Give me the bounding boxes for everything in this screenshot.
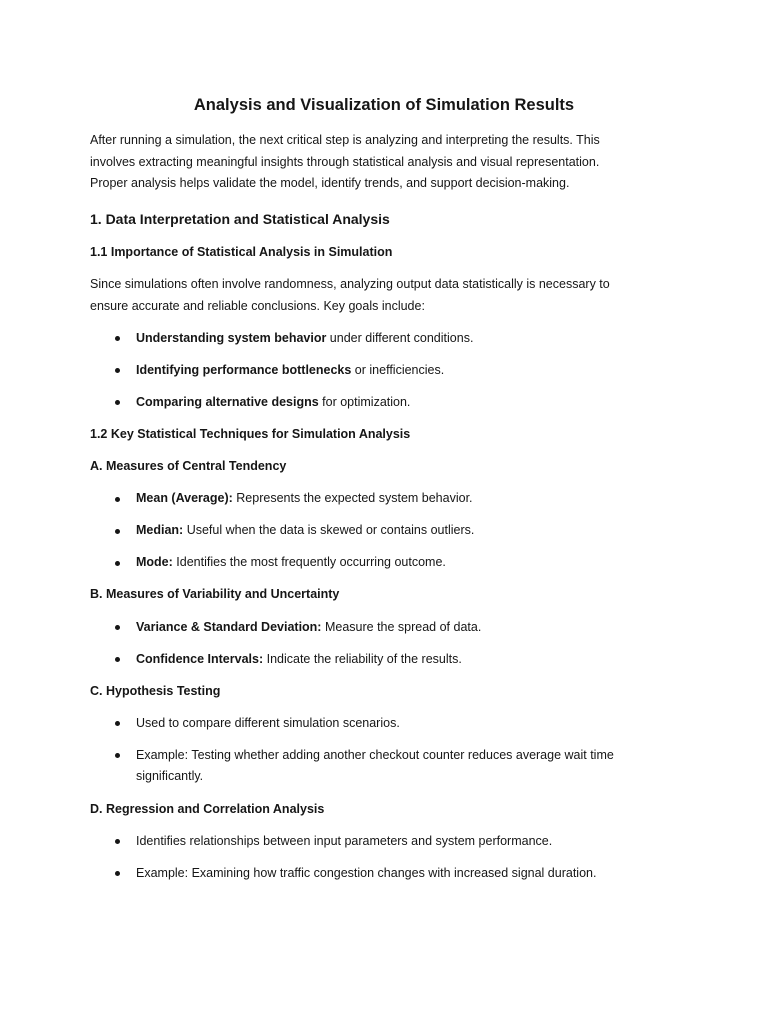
bullet-icon: [115, 839, 120, 844]
bullet-icon: [115, 657, 120, 662]
bullet-icon: [115, 561, 120, 566]
list-item-term: Variance & Standard Deviation:: [136, 619, 322, 634]
key-goals-list: [90, 328, 678, 414]
list-item-text: Measure the spread of data.: [321, 619, 482, 634]
list-item: [90, 360, 678, 382]
list-item-term: Confidence Intervals:: [136, 651, 264, 666]
paragraph-line: Proper analysis helps validate the model, identify trends, and support decision-making.: [90, 176, 570, 190]
list-item: [90, 520, 678, 542]
list-item: [90, 649, 678, 671]
bullet-icon: [115, 336, 120, 341]
group-heading-hypothesis-testing: C. Hypothesis Testing: [90, 683, 221, 698]
subsection-heading: 1.2 Key Statistical Techniques for Simulation Analysis: [90, 426, 411, 441]
list-item-text: under different conditions.: [326, 330, 474, 345]
paragraph-line: After running a simulation, the next critical step is analyzing and interpreting the results. This: [90, 133, 600, 147]
subsection-paragraph: [90, 274, 678, 317]
bullet-icon: [115, 871, 120, 876]
bullet-icon: [115, 497, 120, 502]
hypothesis-testing-list: [90, 713, 678, 788]
intro-paragraph: [90, 130, 678, 195]
bullet-icon: [115, 721, 120, 726]
section-heading: 1. Data Interpretation and Statistical Analysis: [90, 211, 390, 227]
list-item-text: or inefficiencies.: [351, 362, 445, 377]
group-heading-central-tendency: A. Measures of Central Tendency: [90, 459, 287, 474]
bullet-icon: [115, 400, 120, 405]
document-title: Analysis and Visualization of Simulation Results: [193, 96, 575, 114]
list-item: [90, 863, 678, 885]
list-item-text: Example: Testing whether adding another checkout counter reduces average wait time: [136, 747, 614, 762]
list-item-text: Represents the expected system behavior.: [232, 491, 473, 506]
list-item-term: Comparing alternative designs: [136, 394, 319, 409]
variability-list: [90, 617, 678, 671]
bullet-icon: [115, 368, 120, 373]
regression-list: [90, 831, 678, 885]
list-item-text: Example: Examining how traffic congestion changes with increased signal duration.: [136, 865, 597, 880]
paragraph-line: Since simulations often involve randomness, analyzing output data statistically is necessary to: [90, 277, 610, 292]
list-item: [90, 328, 678, 350]
list-item: [90, 713, 678, 735]
list-item-text: for optimization.: [318, 394, 411, 409]
list-item-text: Identifies relationships between input parameters and system performance.: [136, 833, 553, 848]
bullet-icon: [115, 753, 120, 758]
paragraph-line: ensure accurate and reliable conclusions. Key goals include:: [90, 298, 425, 313]
list-item-text: Used to compare different simulation scenarios.: [136, 715, 400, 730]
list-item: [90, 617, 678, 639]
list-item-text: Indicate the reliability of the results.: [263, 651, 462, 666]
list-item-term: Identifying performance bottlenecks: [136, 362, 352, 377]
group-heading-regression: D. Regression and Correlation Analysis: [90, 801, 325, 816]
list-item: [90, 745, 678, 788]
list-item-text: Identifies the most frequently occurring outcome.: [172, 555, 446, 570]
subsection-heading: 1.1 Importance of Statistical Analysis in Simulation: [90, 245, 393, 259]
list-item-term: Mean (Average):: [136, 491, 233, 506]
list-item-text: significantly.: [136, 769, 204, 784]
list-item: [90, 831, 678, 853]
list-item-term: Understanding system behavior: [136, 330, 327, 345]
list-item: [90, 392, 678, 414]
paragraph-line: involves extracting meaningful insights through statistical analysis and visual representation.: [90, 154, 600, 169]
bullet-icon: [115, 529, 120, 534]
group-heading-variability: B. Measures of Variability and Uncertainty: [90, 587, 340, 602]
bullet-icon: [115, 625, 120, 630]
list-item: [90, 488, 678, 510]
list-item-text: Useful when the data is skewed or contains outliers.: [183, 523, 475, 538]
central-tendency-list: [90, 488, 678, 574]
list-item: [90, 552, 678, 574]
list-item-term: Mode:: [136, 555, 173, 570]
list-item-term: Median:: [136, 523, 184, 538]
